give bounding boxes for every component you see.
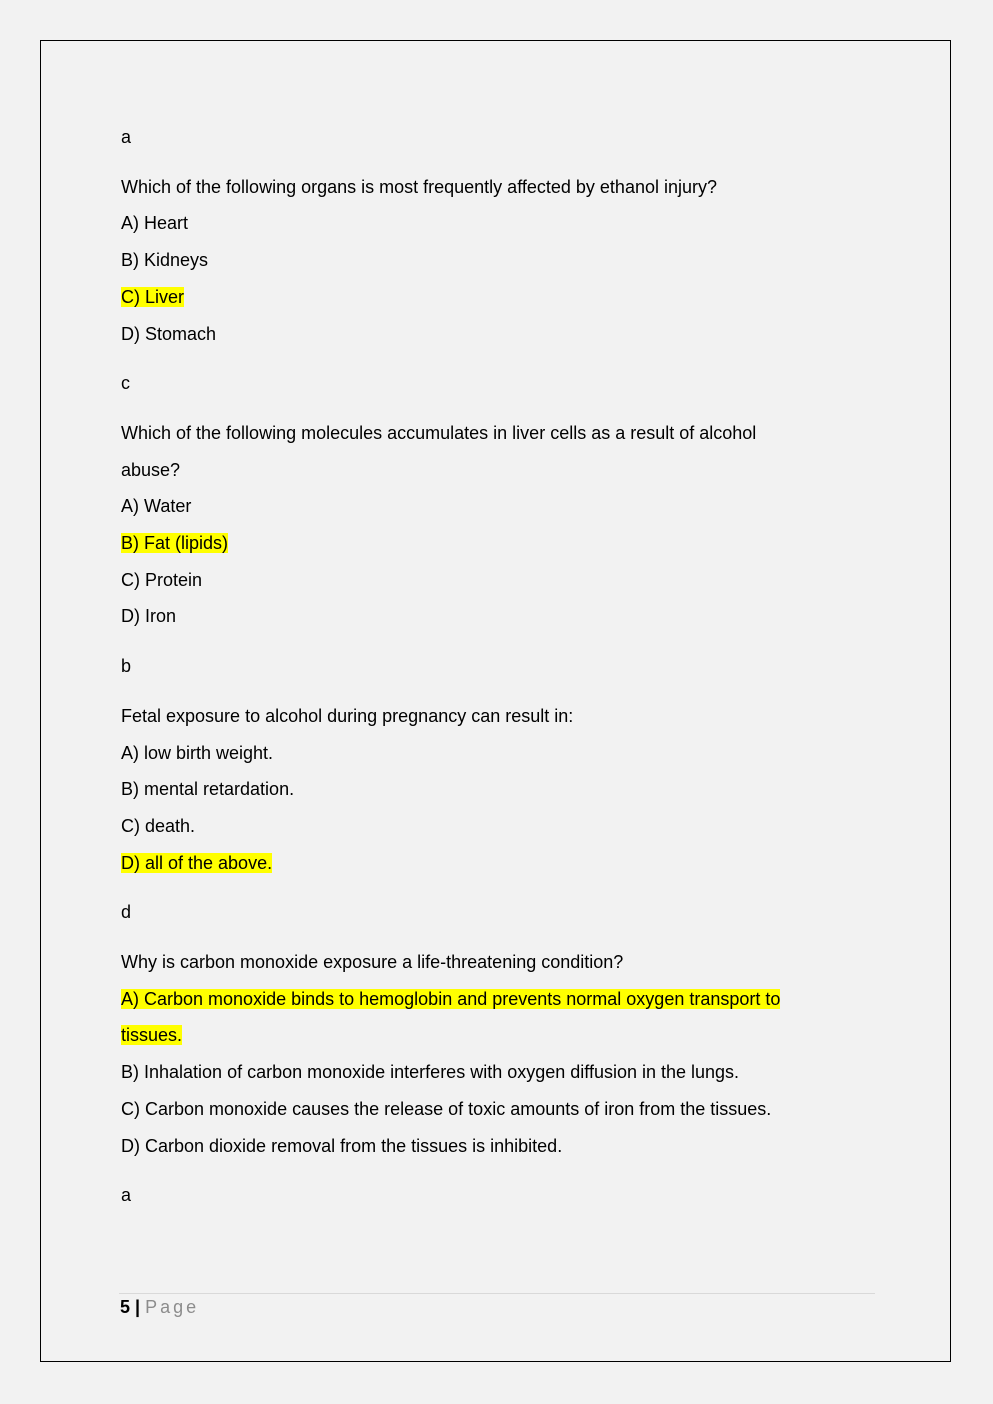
question-stem: Why is carbon monoxide exposure a life-threatening condition?	[121, 952, 624, 973]
option: B) mental retardation.	[121, 779, 295, 800]
option: B) Inhalation of carbon monoxide interferes with oxygen diffusion in the lungs.	[121, 1062, 740, 1083]
page-number: 5	[120, 1297, 131, 1317]
option: D) Iron	[121, 606, 177, 627]
option: D) Stomach	[121, 323, 217, 344]
option: C) death.	[121, 815, 196, 836]
option: A) Water	[121, 496, 192, 517]
footer-divider	[119, 1293, 875, 1294]
question-stem: Which of the following molecules accumulates in liver cells as a result of alcohol	[121, 422, 757, 443]
option-highlighted-continued: tissues.	[121, 1025, 183, 1046]
option-highlighted: D) all of the above.	[121, 852, 273, 873]
option: C) Protein	[121, 569, 203, 590]
answer-key-letter: c	[121, 373, 130, 394]
question-2	[121, 415, 881, 635]
question-4	[121, 944, 881, 1164]
answer-key-letter: a	[121, 1185, 132, 1206]
question-stem-continued: abuse?	[121, 459, 181, 480]
answer-key-letter: a	[121, 127, 132, 147]
option: C) Carbon monoxide causes the release of toxic amounts of iron from the tissues.	[121, 1098, 772, 1119]
page-footer	[120, 1297, 199, 1318]
option-highlighted: A) Carbon monoxide binds to hemoglobin and prevents normal oxygen transport to	[121, 988, 781, 1009]
option-highlighted: C) Liver	[121, 286, 185, 307]
option-highlighted: B) Fat (lipids)	[121, 533, 229, 554]
option: B) Kidneys	[121, 250, 209, 271]
footer-separator: |	[135, 1297, 141, 1317]
option: A) Heart	[121, 213, 189, 234]
question-1	[121, 169, 881, 353]
quiz-content	[121, 119, 881, 1214]
option: D) Carbon dioxide removal from the tissues is inhibited.	[121, 1135, 563, 1156]
document-page	[40, 40, 951, 1362]
question-stem: Fetal exposure to alcohol during pregnancy can result in:	[121, 705, 574, 726]
question-stem: Which of the following organs is most frequently affected by ethanol injury?	[121, 176, 717, 197]
page-label: Page	[145, 1297, 200, 1317]
answer-key-letter: d	[121, 902, 132, 923]
option: A) low birth weight.	[121, 742, 274, 763]
question-3	[121, 698, 881, 882]
answer-key-letter: b	[121, 656, 132, 677]
